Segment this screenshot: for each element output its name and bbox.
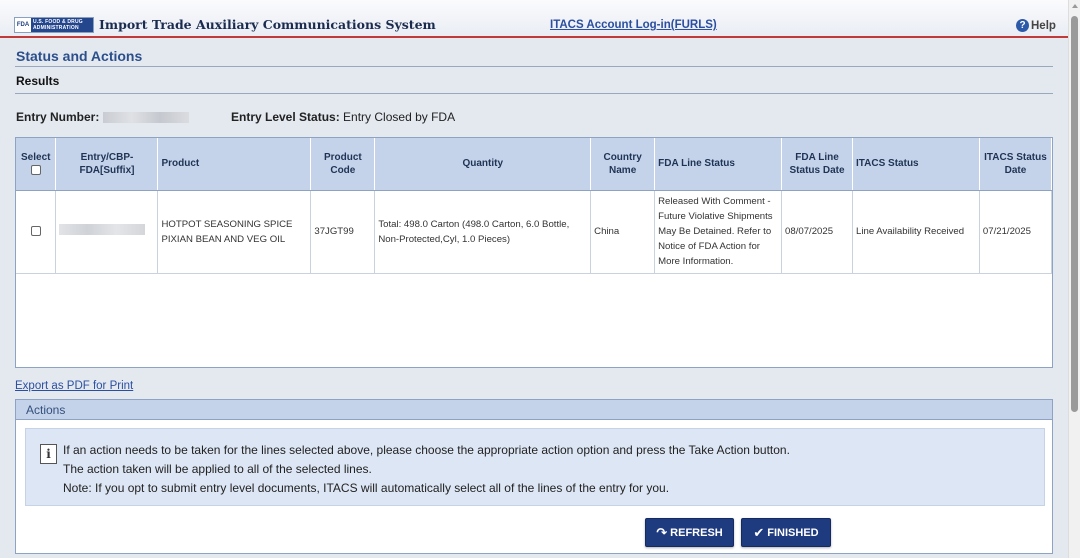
entry-number-label: Entry Number: — [16, 110, 100, 124]
page-scrollbar[interactable] — [1068, 0, 1080, 558]
refresh-button[interactable] — [645, 518, 734, 547]
select-all-checkbox[interactable] — [31, 165, 41, 175]
entry-redacted — [59, 224, 145, 235]
actions-panel — [15, 399, 1053, 554]
row-select-cell — [16, 190, 56, 273]
col-itacs-status: ITACS Status — [853, 138, 980, 190]
refresh-icon: ↷ — [656, 524, 668, 540]
entry-status-value: Entry Closed by FDA — [343, 110, 456, 124]
scroll-thumb[interactable] — [1071, 16, 1078, 412]
fda-line-status-cell: Released With Comment - Future Violative Shipments May Be Detained. Refer to Notice of FDA Action for More Information. — [655, 190, 782, 273]
info-line: The action taken will be applied to all of the selected lines. — [63, 462, 372, 476]
col-fda-line-status-date: FDA Line Status Date — [782, 138, 853, 190]
product-cell: HOTPOT SEASONING SPICE PIXIAN BEAN AND VEG OIL — [158, 190, 311, 273]
info-icon: i — [40, 444, 57, 464]
fda-line-status-date-cell: 08/07/2025 — [782, 190, 853, 273]
results-table — [15, 137, 1053, 368]
quantity-cell: Total: 498.0 Carton (498.0 Carton, 6.0 Bottle, Non-Protected,Cyl, 1.0 Pieces) — [375, 190, 591, 273]
info-line: Note: If you opt to submit entry level documents, ITACS will automatically select all of the lines of the entry for you. — [63, 481, 670, 495]
info-message — [25, 428, 1045, 506]
entry-number — [16, 110, 229, 124]
info-line: If an action needs to be taken for the lines selected above, please choose the appropriate action option and press the Take Action button. — [63, 443, 790, 457]
divider — [15, 93, 1053, 94]
export-pdf-link[interactable]: Export as PDF for Print — [15, 380, 134, 392]
entry-cell — [56, 190, 158, 273]
scroll-up-icon[interactable] — [1072, 4, 1078, 8]
finished-label: FINISHED — [767, 526, 819, 539]
fda-logo-text: U.S. FOOD & DRUG ADMINISTRATION — [31, 18, 93, 32]
table-row — [16, 190, 1052, 273]
col-fda-line-status: FDA Line Status — [655, 138, 782, 190]
help-label: Help — [1031, 19, 1056, 32]
col-quantity: Quantity — [375, 138, 591, 190]
col-country: Country Name — [591, 138, 655, 190]
fda-mark: FDA — [15, 18, 31, 32]
entry-status-label: Entry Level Status: — [231, 110, 340, 124]
help-button[interactable] — [1016, 19, 1056, 32]
results-heading: Results — [16, 74, 60, 88]
top-bar — [0, 0, 1068, 38]
app-title: Import Trade Auxiliary Communications System — [99, 17, 436, 32]
col-select — [16, 138, 56, 190]
actions-header: Actions — [16, 400, 1052, 420]
itacs-status-cell: Line Availability Received — [853, 190, 980, 273]
entry-level-status — [231, 110, 455, 124]
refresh-label: REFRESH — [670, 526, 723, 539]
country-cell: China — [591, 190, 655, 273]
fda-logo — [14, 17, 94, 33]
row-select-checkbox[interactable] — [31, 226, 41, 236]
account-login-link[interactable]: ITACS Account Log-in(FURLS) — [550, 19, 717, 31]
col-entry: Entry/CBP-FDA[Suffix] — [56, 138, 158, 190]
entry-number-redacted — [103, 112, 189, 123]
col-select-label: Select — [21, 151, 51, 163]
col-product-code: Product Code — [311, 138, 375, 190]
product-code-cell: 37JGT99 — [311, 190, 375, 273]
checkmark-icon: ✔ — [753, 524, 765, 540]
table-header-row — [16, 138, 1052, 190]
col-itacs-status-date: ITACS Status Date — [979, 138, 1051, 190]
finished-button[interactable] — [741, 518, 831, 547]
col-product: Product — [158, 138, 311, 190]
page-title: Status and Actions — [16, 48, 143, 64]
itacs-status-date-cell: 07/21/2025 — [979, 190, 1051, 273]
help-icon: ? — [1016, 19, 1029, 32]
divider — [15, 66, 1053, 67]
